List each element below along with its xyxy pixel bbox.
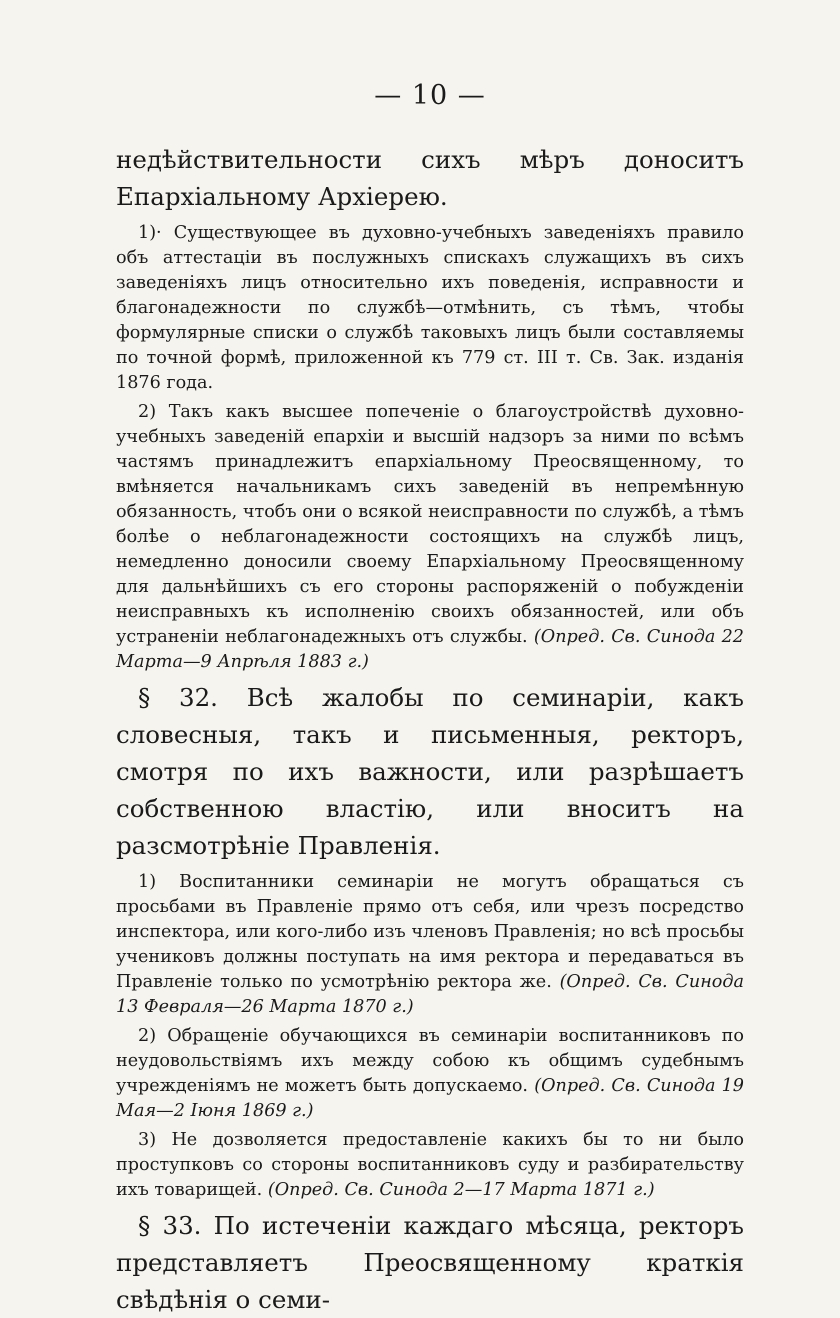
synod-citation: (Опред. Св. Синода 19 Мая—2 Іюня 1869 г.) [116, 1076, 745, 1121]
note-32-2 [116, 1024, 744, 1124]
synod-citation: (Опред. Св. Синода 13 Февраля—26 Марта 1870 г.) [116, 972, 745, 1017]
note-1-attestation [116, 221, 744, 396]
note-32-1 [116, 870, 744, 1020]
page-number: — 10 — [374, 80, 486, 111]
section-text: § 32. Всѣ жалобы по семинаріи, какъ словесныя, такъ и письменныя, ректоръ, смотря по ихъ важности, или разрѣшаетъ собственною властію, или вноситъ на разсмотрѣніе Правленія. [116, 683, 744, 860]
note-32-3 [116, 1128, 744, 1203]
continued-paragraph [116, 141, 744, 215]
paragraph-text: недѣйствительности сихъ мѣръ доноситъ Епархіальному Архіерею. [116, 145, 744, 211]
note-text: 1) Воспитанники семинаріи не могутъ обращаться съ просьбами въ Правленіе прямо отъ себя, или чрезъ посредство инспектора, или кого-либо изъ членовъ Правленія; но всѣ просьбы учениковъ должны поступать на имя ректора и передаваться въ Правленіе только по усмотрѣнію ректора же. [116, 872, 744, 992]
section-text: § 33. По истеченіи каждаго мѣсяца, ректоръ представляетъ Преосвященному краткія свѣдѣнія о семи- [116, 1211, 744, 1314]
synod-citation: (Опред. Св. Синода 2—17 Марта 1871 г.) [267, 1180, 655, 1200]
note-2-supervision [116, 400, 744, 675]
section-32 [116, 679, 744, 864]
note-text: 2) Такъ какъ высшее попеченіе о благоустройствѣ духовно-учебныхъ заведеній епархіи и высшій надзоръ за ними по всѣмъ частямъ принадлежитъ епархіальному Преосвященному, то вмѣняется начальникамъ сихъ заведеній въ непремѣнную обязанность, чтобъ они о всякой неисправности по службѣ, а тѣмъ болѣе о неблагонадежности состоящихъ на службѣ лицъ, немедленно доносили своему Епархіальному Преосвященному для дальнѣйшихъ съ его стороны распоряженій о побужденіи неисправныхъ къ исполненію своихъ обязанностей, или объ устраненіи неблагонадежныхъ отъ службы. [116, 402, 744, 647]
synod-citation: (Опред. Св. Синода 22 Марта—9 Апрѣля 1883 г.) [116, 627, 744, 672]
section-33 [116, 1207, 744, 1318]
note-text: 1)· Существующее въ духовно-учебныхъ заведеніяхъ правило объ аттестаціи въ послужныхъ спискахъ служащихъ въ сихъ заведеніяхъ лицъ относительно ихъ поведенія, исправности и благонадежности по службѣ—отмѣнить, съ тѣмъ, чтобы формулярные списки о службѣ таковыхъ лицъ были составляемы по точной формѣ, приложенной къ 779 ст. III т. Св. Зак. изданія 1876 года. [116, 223, 744, 393]
note-text: 3) Не дозволяется предоставленіе какихъ бы то ни было проступковъ со стороны воспитанниковъ суду и разбирательству ихъ товарищей. [116, 1130, 744, 1200]
note-text: 2) Обращеніе обучающихся въ семинаріи воспитанниковъ по неудовольствіямъ ихъ между собою къ общимъ судебнымъ учрежденіямъ не можетъ быть допускаемо. [116, 1026, 744, 1096]
